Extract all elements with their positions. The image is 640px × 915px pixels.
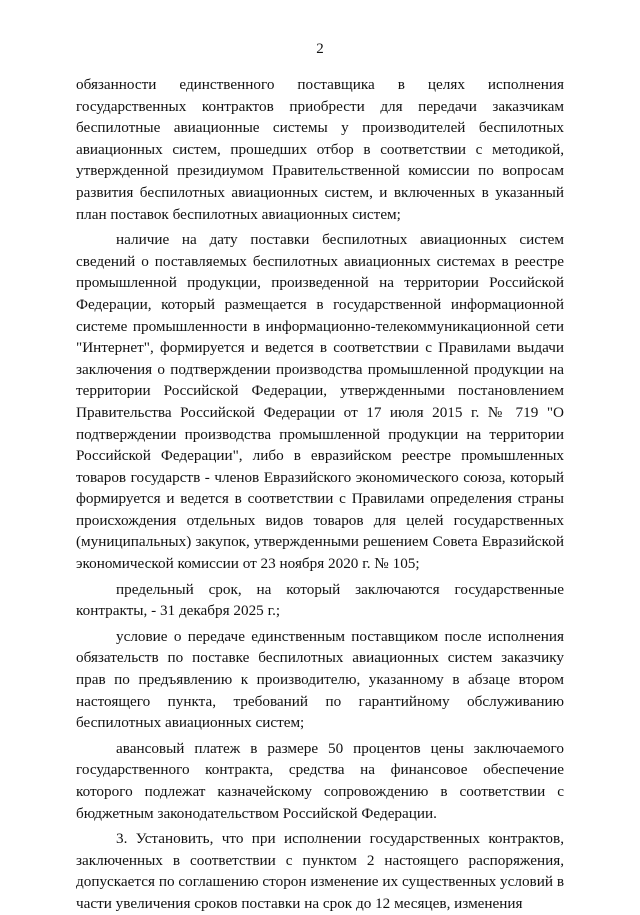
paragraph-advance-payment: авансовый платеж в размере 50 процентов цены заключаемого государственного контракта, средства на финансовое обеспечение которого подлежат казначейскому сопровождению в соответствии с бюджетным законодательством Российской Федерации. [76,739,564,822]
paragraph-warranty-rights: условие о передаче единственным поставщиком после исполнения обязательств по поставке беспилотных авиационных систем заказчику прав по предъявлению к производителю, указанному в абзаце втором настоящего пункта, требований по гарантийному обслуживанию беспилотных авиационных систем; [76,627,564,732]
page-number: 2 [316,41,324,57]
paragraph-delivery-registry: наличие на дату поставки беспилотных авиационных систем сведений о поставляемых беспилотных авиационных системах в реестре промышленной продукции, произведенной на территории Российской Федерации, который размещается в государственной информационной системе промышленности в информационно-телекоммуникационной сети "Интернет", формируется и ведется в соответствии с Правилами выдачи заключения о подтверждении производства промышленной продукции на территории Российской Федерации, утвержденными постановлением Правительства Российской Федерации от 17 июля 2015 г. № 719 "О подтверждении производства промышленной продукции на территории Российской Федерации", либо в евразийском реестре промышленных товаров государств - членов Евразийского экономического союза, который формируется и ведется в соответствии с Правилами определения страны происхождения отдельных видов товаров для целей государственных (муниципальных) закупок, утвержденными решением Совета Евразийской экономической комиссии от 23 ноября 2020 г. № 105; [76,231,564,573]
paragraph-item-3: 3. Установить, что при исполнении государственных контрактов, заключенных в соответствии с пунктом 2 настоящего распоряжения, допускается по соглашению сторон изменение их существенных условий в части увеличения сроков поставки на срок до 12 месяцев, изменения [76,830,564,912]
document-body [76,74,564,915]
paragraph-continuation: обязанности единственного поставщика в целях исполнения государственных контрактов приобрести для передачи заказчикам беспилотные авиационные системы у производителей беспилотных авиационных систем, прошедших отбор в соответствии с методикой, утвержденной президиумом Правительственной комиссии по вопросам развития беспилотных авиационных систем, и включенных в указанный план поставок беспилотных авиационных систем; [76,76,564,223]
paragraph-contract-deadline: предельный срок, на который заключаются государственные контракты, - 31 декабря 2025 г.; [76,580,564,620]
